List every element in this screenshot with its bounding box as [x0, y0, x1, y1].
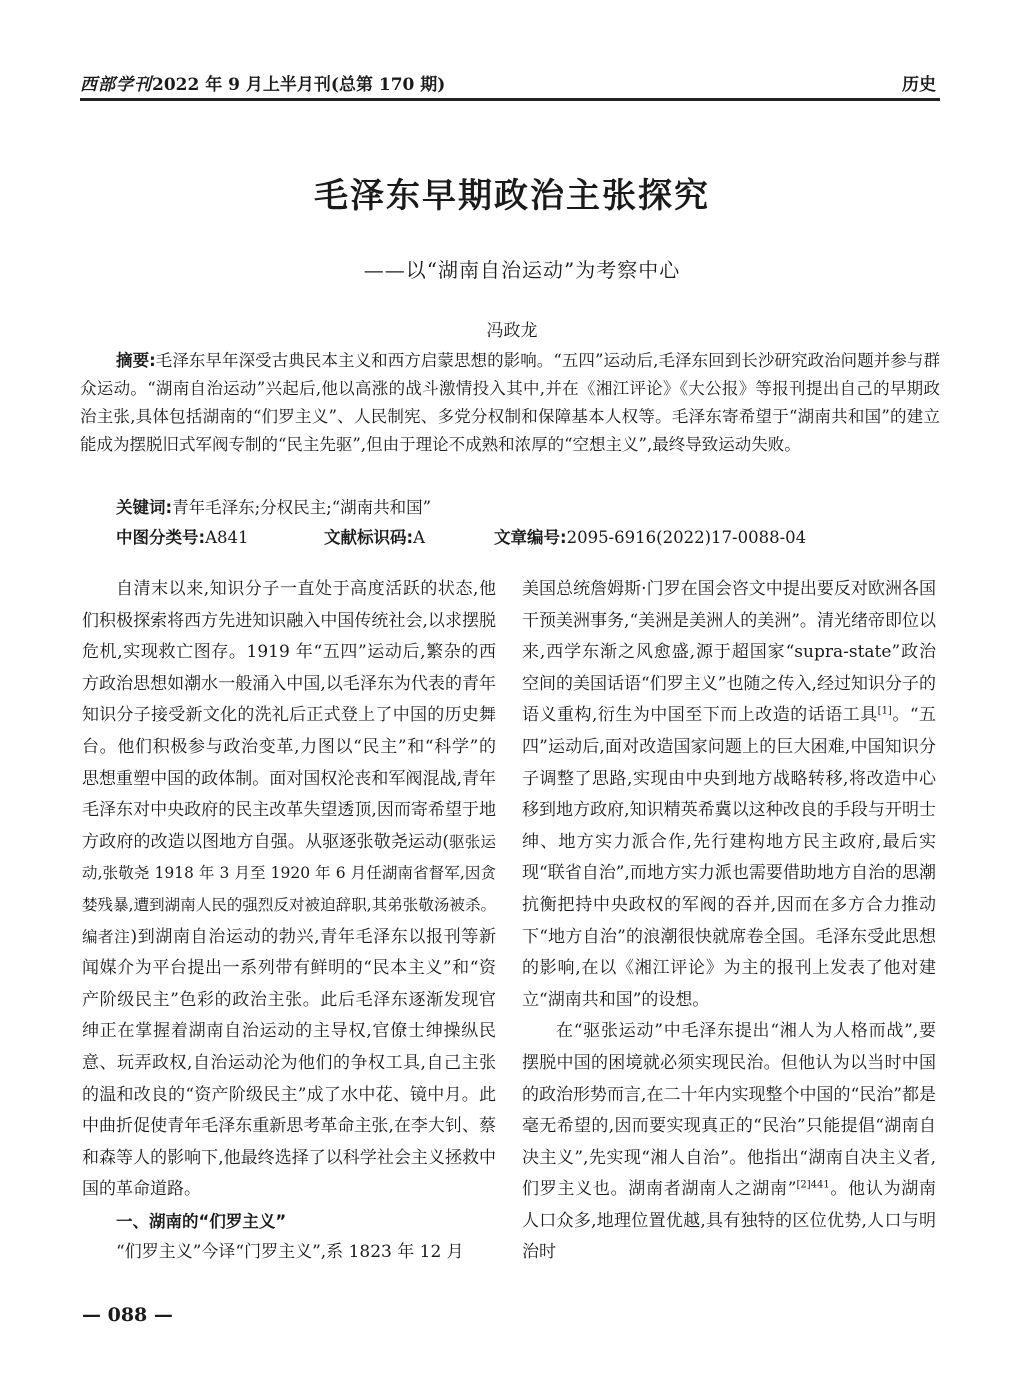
- doc-label: 文献标识码:: [324, 528, 414, 547]
- paragraph-text: 自清末以来,知识分子一直处于高度活跃的状态,他们积极探索将西方先进知识融入中国传统社会,以求摆脱危机,实现救亡图存。1919 年“五四”运动后,繁杂的西方政治思想如潮水一般涌入中国,以毛泽东为代表的青年知识分子接受新文化的洗礼后正式登上了中国的历史舞台。他们积极参与政治变革,力图以“民主”和“科学”的思想重塑中国的政体制。面对国权沦丧和军阀混战,青年毛泽东对中央政府的民主改革失望透顶,因而寄希望于地方政府的改造以图地方自强。从驱逐张敬尧运动(: [82, 579, 496, 852]
- id-value: 2095-6916(2022)17-0088-04: [566, 528, 807, 547]
- id-label: 文章编号:: [494, 528, 567, 547]
- body-column-left: [82, 574, 496, 1269]
- page-number: — 088 —: [82, 1304, 173, 1326]
- doc-code: [324, 524, 425, 548]
- clc-code: [116, 524, 249, 548]
- paragraph-text: 。他认为湖南人口众多,地理位置优越,具有独特的区位优势,人口与明治时: [522, 1179, 936, 1263]
- keywords-line: [116, 494, 431, 518]
- body-paragraph: [522, 1016, 936, 1269]
- article-title: 毛泽东早期政治主张探究: [314, 176, 710, 216]
- abstract: [80, 347, 940, 459]
- journal-logo: 西部学刊: [80, 75, 152, 95]
- doc-value: A: [413, 528, 426, 547]
- keywords-text: 青年毛泽东;分权民主;“湖南共和国”: [172, 498, 432, 517]
- section-name: 历史: [902, 75, 936, 95]
- section-heading: 一、湖南的“们罗主义”: [116, 1211, 287, 1231]
- article-author: 冯政龙: [486, 321, 538, 341]
- paragraph-text: )到湖南自治运动的勃兴,青年毛泽东以报刊等新闻媒介为平台提出一系列带有鲜明的“民本主义”和“资产阶级民主”色彩的政治主张。此后毛泽东逐渐发现官绅正在掌握着湖南自治运动的主导权,官僚士绅操纵民意、玩弄政权,自治运动沦为他们的争权工具,自己主张的温和改良的“资产阶级民主”成了水中花、镜中月。此中曲折促使青年毛泽东重新思考革命主张,在李大钊、蔡和森等人的影响下,他最终选择了以科学社会主义拯救中国的革命道路。: [82, 926, 496, 1200]
- issue-info: 2022 年 9 月上半月刊(总第 170 期): [152, 75, 446, 95]
- clc-label: 中图分类号:: [116, 528, 206, 547]
- article-id: [494, 524, 806, 548]
- running-header: [80, 68, 940, 101]
- citation-ref: [2]441: [796, 1179, 830, 1191]
- keywords-label: 关键词:: [116, 498, 173, 517]
- abstract-label: 摘要:: [116, 351, 156, 370]
- editor-note: 驱张运动,张敬尧 1918 年 3 月至 1920 年 6 月任湖南省督军,因贪婪残暴,遭到湖南人民的强烈反对被迫辞职,其弟张敬汤被杀。编者注: [82, 832, 496, 946]
- body-paragraph: [82, 1237, 496, 1269]
- header-journal-issue: [80, 70, 445, 95]
- citation-ref: [1]: [877, 705, 892, 717]
- paragraph-text: “们罗主义”今译“门罗主义”,系 1823 年 12 月: [116, 1242, 464, 1263]
- paragraph-text: 美国总统詹姆斯·门罗在国会咨文中提出要反对欧洲各国干预美洲事务,“美洲是美洲人的美洲”。清光绪帝即位以来,西学东渐之风愈盛,源于超国家“supra-state”政治空间的美国话语“们罗主义”也随之传入,经过知识分子的语义重构,衍生为中国至下而上改造的话语工具: [522, 579, 936, 726]
- paragraph-text: 在“驱张运动”中毛泽东提出“湘人为人格而战”,要摆脱中国的困境就必须实现民治。但他认为以当时中国的政治形势而言,在二十年内实现整个中国的“民治”都是毫无希望的,因而要实现真正的“民治”只能提倡“湖南自决主义”,先实现“湘人自治”。他指出“湖南自决主义者,们罗主义也。湖南者湖南人之湖南”: [522, 1021, 936, 1200]
- abstract-text: 毛泽东早年深受古典民本主义和西方启蒙思想的影响。“五四”运动后,毛泽东回到长沙研究政治问题并参与群众运动。“湖南自治运动”兴起后,他以高涨的战斗激情投入其中,并在《湘江评论》《大公报》等报刊提出自己的早期政治主张,具体包括湖南的“们罗主义”、人民制宪、多党分权制和保障基本人权等。毛泽东寄希望于“湖南共和国”的建立能成为摆脱旧式军阀专制的“民主先驱”,但由于理论不成熟和浓厚的“空想主义”,最终导致运动失败。: [80, 351, 940, 454]
- body-column-right: [522, 574, 936, 1269]
- clc-value: A841: [205, 528, 249, 547]
- paragraph-text: 。“五四”运动后,面对改造国家问题上的巨大困难,中国知识分子调整了思路,实现由中央到地方战略转移,将改造中心移到地方政府,知识精英希冀以这种改良的手段与开明士绅、地方实力派合作,先行建构地方民主政府,最后实现“联省自治”,而地方实力派也需要借助地方自治的思潮抗衡把持中央政权的军阀的吞并,因而在多方合力推动下“地方自治”的浪潮很快就席卷全国。毛泽东受此思想的影响,在以《湘江评论》为主的报刊上发表了他对建立“湖南共和国”的设想。: [522, 705, 936, 1010]
- article-subtitle: ——以“湖南自治运动”为考察中心: [363, 258, 681, 282]
- body-paragraph: [522, 574, 936, 1016]
- body-paragraph: [82, 574, 496, 1206]
